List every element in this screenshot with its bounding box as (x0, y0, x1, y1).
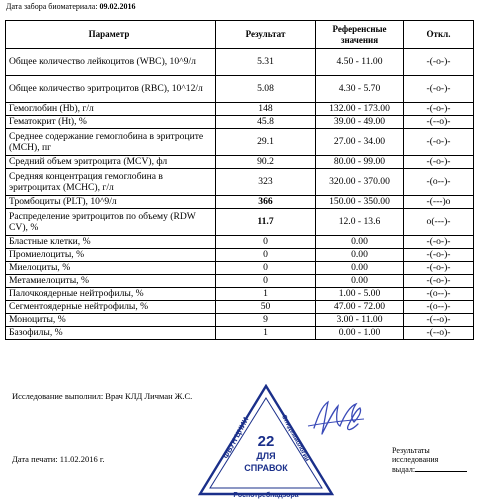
reference-cell: 4.30 - 5.70 (316, 76, 404, 103)
stamp-right-text: Эпидемиологии (280, 413, 311, 463)
deviation-cell: -(-o-)- (404, 262, 474, 275)
reference-cell: 0.00 (316, 236, 404, 249)
table-row (6, 76, 474, 103)
result-cell: 29.1 (216, 129, 316, 156)
reference-cell: 0.00 - 1.00 (316, 327, 404, 340)
reference-cell: 0.00 (316, 262, 404, 275)
deviation-cell: -(-o-)- (404, 76, 474, 103)
result-cell: 9 (216, 314, 316, 327)
parameter-cell: Гематокрит (Ht), % (6, 116, 216, 129)
reference-cell: 0.00 (316, 249, 404, 262)
table-body (6, 49, 474, 340)
table-row (6, 288, 474, 301)
reference-cell: 150.00 - 350.00 (316, 196, 404, 209)
result-cell: 11.7 (216, 209, 316, 236)
deviation-cell: o(---)- (404, 209, 474, 236)
table-row (6, 169, 474, 196)
reference-cell: 47.00 - 72.00 (316, 301, 404, 314)
results-issued-line-1: Результаты (392, 446, 430, 455)
reference-cell: 1.00 - 5.00 (316, 288, 404, 301)
result-cell: 0 (216, 262, 316, 275)
results-table (5, 20, 474, 340)
result-cell: 148 (216, 103, 316, 116)
reference-cell: 80.00 - 99.00 (316, 156, 404, 169)
print-date: Дата печати: 11.02.2016 г. (12, 454, 105, 464)
table-row (6, 129, 474, 156)
result-cell: 5.31 (216, 49, 316, 76)
table-row (6, 116, 474, 129)
table-row (6, 262, 474, 275)
result-cell: 0 (216, 236, 316, 249)
deviation-cell: -(-o-)- (404, 275, 474, 288)
parameter-cell: Общее количество лейкоцитов (WBC), 10^9/л (6, 49, 216, 76)
performed-by: Исследование выполнил: Врач КЛД Личман Ж.С. (12, 391, 193, 401)
stamp-bottom-text: Роспотребнадзора (233, 492, 299, 499)
table-row (6, 49, 474, 76)
deviation-cell: -(o--)- (404, 288, 474, 301)
result-cell: 45.8 (216, 116, 316, 129)
result-cell: 0 (216, 249, 316, 262)
parameter-cell: Моноциты, % (6, 314, 216, 327)
parameter-cell: Метамиелоциты, % (6, 275, 216, 288)
deviation-cell: -(--o)- (404, 327, 474, 340)
results-issued (392, 446, 467, 475)
table-row (6, 314, 474, 327)
stamp-text-2: СПРАВОК (244, 463, 288, 473)
result-cell: 323 (216, 169, 316, 196)
column-header-parameter: Параметр (6, 21, 216, 49)
sample-date-value: 09.02.2016 (99, 2, 136, 11)
deviation-cell: -(-o-)- (404, 249, 474, 262)
stamp-text-1: ДЛЯ (256, 451, 276, 461)
deviation-cell: -(-o-)- (404, 236, 474, 249)
stamp-seal (196, 384, 336, 500)
parameter-cell: Миелоциты, % (6, 262, 216, 275)
table-row (6, 249, 474, 262)
reference-cell: 320.00 - 370.00 (316, 169, 404, 196)
parameter-cell: Распределение эритроцитов по объему (RDW CV), % (6, 209, 216, 236)
deviation-cell: -(-o-)- (404, 49, 474, 76)
sample-date (6, 2, 136, 11)
deviation-cell: -(-o-)- (404, 156, 474, 169)
result-cell: 1 (216, 288, 316, 301)
column-header-deviation: Откл. (404, 21, 474, 49)
reference-cell: 4.50 - 11.00 (316, 49, 404, 76)
parameter-cell: Сегментоядерные нейтрофилы, % (6, 301, 216, 314)
column-header-reference: Референсные значения (316, 21, 404, 49)
parameter-cell: Средний объем эритроцита (MCV), фл (6, 156, 216, 169)
deviation-cell: -(-o-)- (404, 129, 474, 156)
deviation-cell: -(o--)- (404, 301, 474, 314)
reference-cell: 132.00 - 173.00 (316, 103, 404, 116)
reference-cell: 3.00 - 11.00 (316, 314, 404, 327)
column-header-result: Результат (216, 21, 316, 49)
parameter-cell: Базофилы, % (6, 327, 216, 340)
parameter-cell: Общее количество эритроцитов (RBC), 10^12/л (6, 76, 216, 103)
table-row (6, 196, 474, 209)
results-issued-line-3: выдал: (392, 465, 416, 475)
parameter-cell: Палочкоядерные нейтрофилы, % (6, 288, 216, 301)
deviation-cell: -(--o)- (404, 314, 474, 327)
reference-cell: 27.00 - 34.00 (316, 129, 404, 156)
deviation-cell: -(-o-)- (404, 103, 474, 116)
parameter-cell: Тромбоциты (PLT), 10^9/л (6, 196, 216, 209)
result-cell: 1 (216, 327, 316, 340)
table-header-row (6, 21, 474, 49)
results-issued-line-2: исследования (392, 455, 439, 465)
stamp-number: 22 (257, 433, 275, 450)
table-row (6, 301, 474, 314)
reference-cell: 0.00 (316, 275, 404, 288)
result-cell: 90.2 (216, 156, 316, 169)
result-cell: 0 (216, 275, 316, 288)
table-row (6, 236, 474, 249)
table-row (6, 103, 474, 116)
result-cell: 50 (216, 301, 316, 314)
parameter-cell: Гемоглобин (Hb), г/л (6, 103, 216, 116)
parameter-cell: Бластные клетки, % (6, 236, 216, 249)
table-row (6, 327, 474, 340)
result-cell: 366 (216, 196, 316, 209)
reference-cell: 12.0 - 13.6 (316, 209, 404, 236)
table-row (6, 156, 474, 169)
reference-cell: 39.00 - 49.00 (316, 116, 404, 129)
result-cell: 5.08 (216, 76, 316, 103)
deviation-cell: -(o--)- (404, 169, 474, 196)
deviation-cell: -(--o)- (404, 116, 474, 129)
parameter-cell: Среднее содержание гемоглобина в эритроците (MCH), пг (6, 129, 216, 156)
parameter-cell: Промиелоциты, % (6, 249, 216, 262)
sample-date-label: Дата забора биоматериала: (6, 2, 98, 11)
stamp-left-text: ФБУН ЦНИИ (221, 415, 251, 461)
signature-blank-line (415, 464, 467, 472)
table-row (6, 209, 474, 236)
parameter-cell: Средняя концентрация гемоглобина в эритроцитах (MCHC), г/л (6, 169, 216, 196)
table-row (6, 275, 474, 288)
deviation-cell: -(---)o (404, 196, 474, 209)
